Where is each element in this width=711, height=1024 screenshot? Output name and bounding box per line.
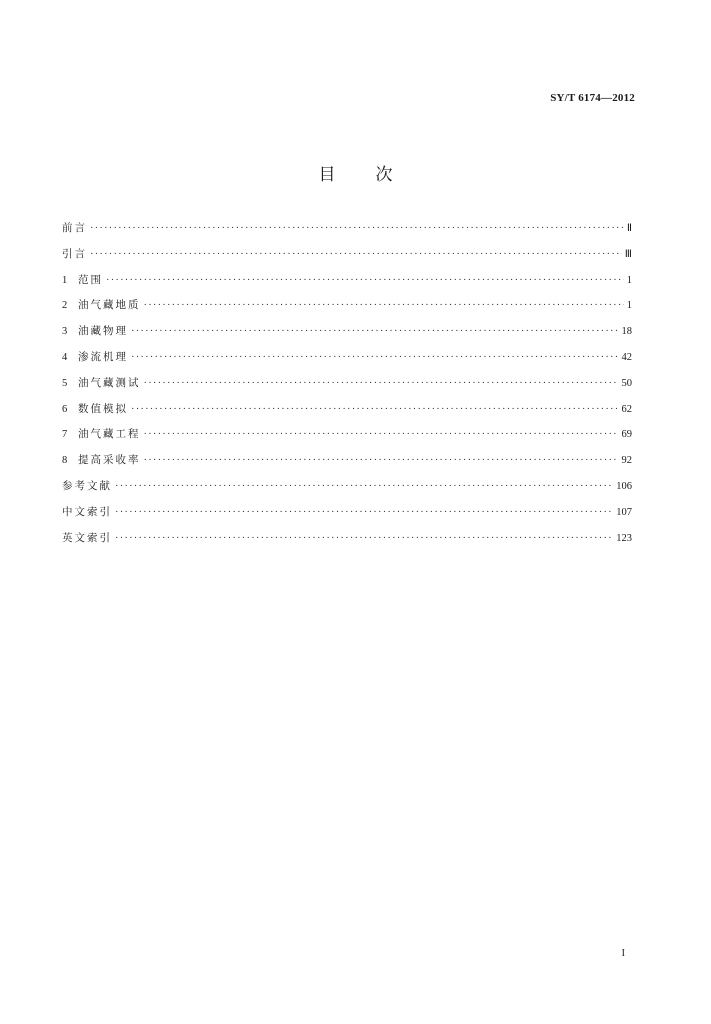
toc-entry-8[interactable]: [62, 448, 632, 474]
toc-number: 6: [62, 403, 68, 415]
toc-leader: [131, 397, 619, 423]
toc-entry-english-index[interactable]: [62, 526, 632, 552]
toc-leader: [115, 526, 613, 552]
toc-entry-6[interactable]: [62, 397, 632, 423]
toc-page: 92: [621, 455, 632, 467]
toc-number: 1: [62, 274, 68, 286]
toc-page: 18: [621, 326, 632, 338]
toc-entry-3[interactable]: [62, 319, 632, 345]
toc-entry-introduction[interactable]: [62, 242, 632, 268]
toc-entry-references[interactable]: [62, 474, 632, 500]
toc-label: 提高采收率: [78, 454, 141, 467]
toc-leader: [115, 500, 613, 526]
toc-page: 69: [621, 429, 632, 441]
toc-label: 油气藏测试: [78, 376, 141, 389]
toc-page: 1: [626, 274, 632, 286]
toc-number: 5: [62, 377, 68, 389]
toc-number: 3: [62, 326, 68, 338]
toc-number: 2: [62, 300, 68, 312]
toc-label: 参考文献: [62, 479, 112, 492]
toc-entry-2[interactable]: [62, 293, 632, 319]
standard-code: SY/T 6174—2012: [550, 92, 635, 104]
toc-label: 数值模拟: [78, 402, 128, 415]
toc-entry-foreword[interactable]: [62, 216, 632, 242]
toc-label: 英文索引: [62, 531, 112, 544]
toc-page: 106: [616, 480, 632, 492]
toc-page: 50: [621, 377, 632, 389]
toc-entry-7[interactable]: [62, 422, 632, 448]
toc-label: 渗流机理: [78, 350, 128, 363]
toc-entry-1[interactable]: [62, 268, 632, 294]
toc-label: 油藏物理: [78, 325, 128, 338]
toc-page: 1: [626, 300, 632, 312]
toc-entry-chinese-index[interactable]: [62, 500, 632, 526]
title-char-2: 次: [375, 165, 393, 185]
table-of-contents: [62, 216, 632, 551]
toc-page: Ⅲ: [624, 248, 632, 260]
page-number: I: [621, 948, 625, 959]
toc-page: 123: [616, 532, 632, 544]
toc-leader: [90, 242, 622, 268]
toc-entry-4[interactable]: [62, 345, 632, 371]
toc-leader: [131, 319, 619, 345]
toc-label: 油气藏地质: [78, 299, 141, 312]
toc-leader: [144, 448, 619, 474]
toc-number: 7: [62, 429, 68, 441]
toc-leader: [144, 422, 619, 448]
toc-leader: [144, 371, 619, 397]
title-char-1: 目: [318, 165, 336, 185]
toc-leader: [106, 268, 624, 294]
toc-label: 前言: [62, 222, 87, 234]
toc-leader: [144, 293, 624, 319]
toc-label: 引言: [62, 247, 87, 260]
toc-label: 油气藏工程: [78, 428, 141, 441]
page-title: [0, 160, 711, 185]
toc-label: 范围: [78, 273, 103, 286]
toc-number: 4: [62, 351, 68, 363]
toc-leader: [90, 216, 624, 242]
toc-number: 8: [62, 455, 68, 467]
toc-page: 62: [621, 403, 632, 415]
toc-leader: [115, 474, 613, 500]
toc-entry-5[interactable]: [62, 371, 632, 397]
toc-label: 中文索引: [62, 505, 112, 518]
toc-page: 42: [621, 351, 632, 363]
toc-page: 107: [616, 506, 632, 518]
toc-page: Ⅱ: [626, 223, 632, 234]
toc-leader: [131, 345, 619, 371]
